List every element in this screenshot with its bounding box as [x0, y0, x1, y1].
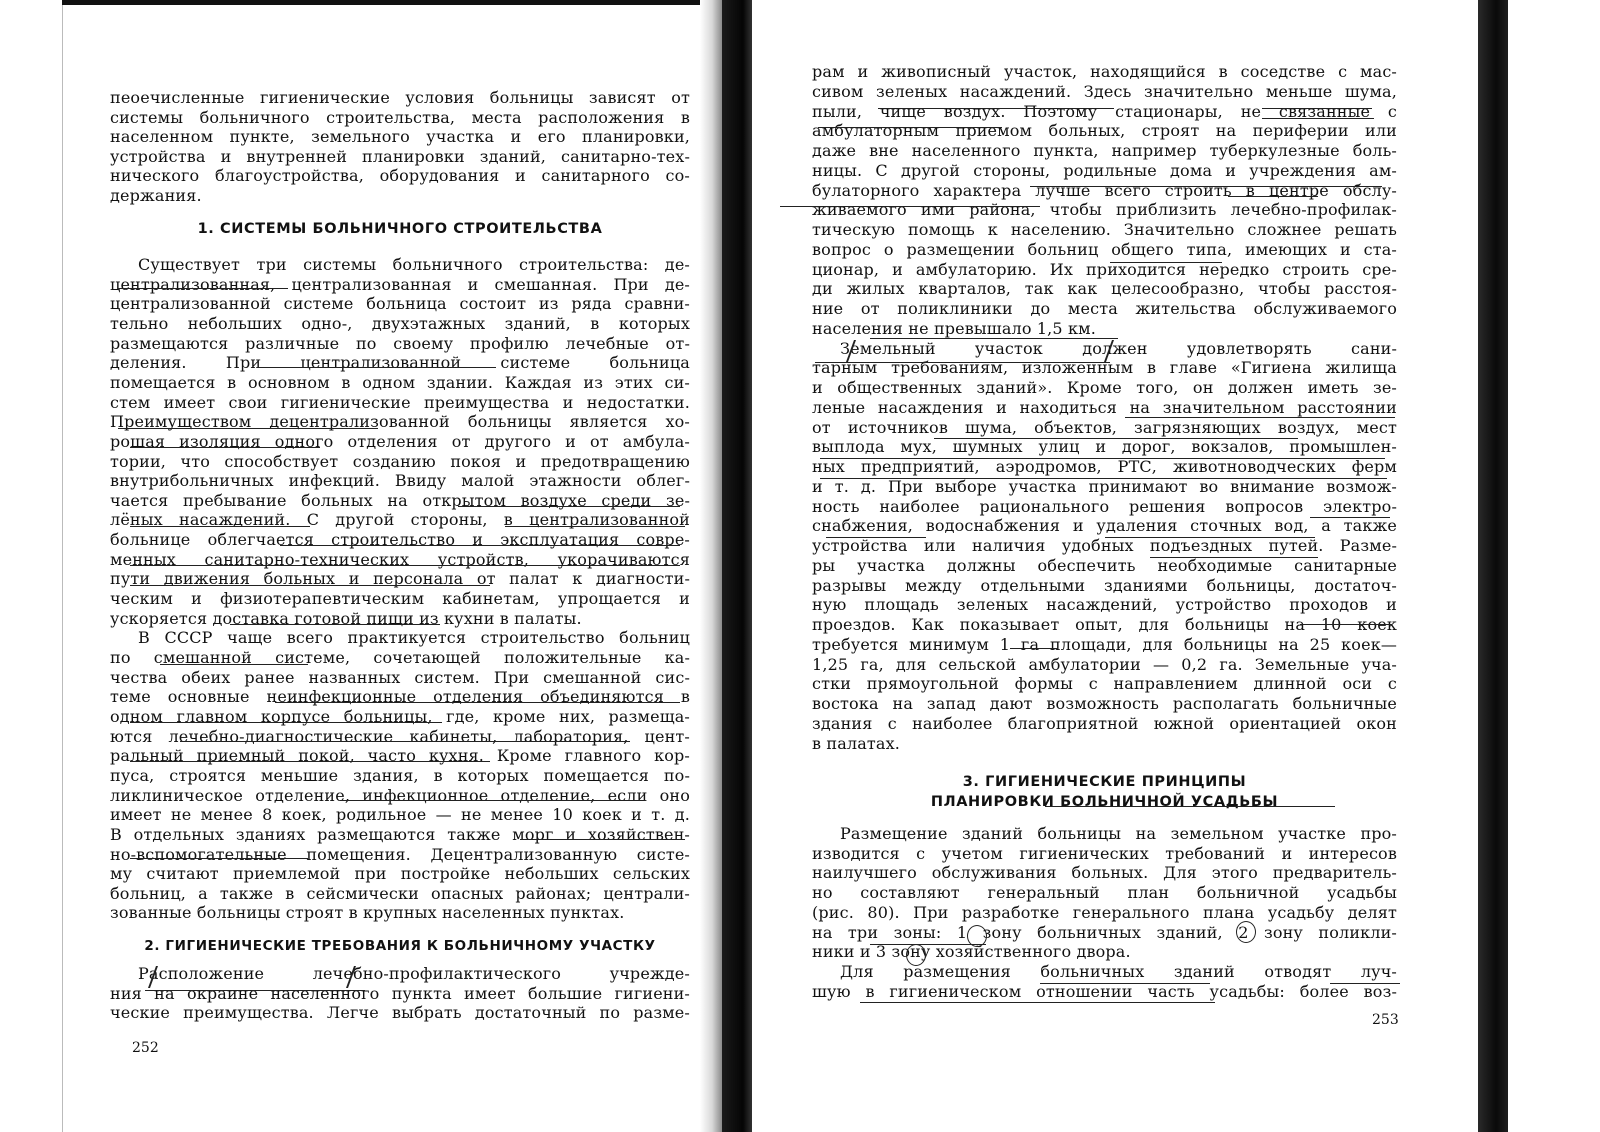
text-line: в палатах.: [812, 733, 900, 753]
underline-mark: [1030, 186, 1382, 187]
underline-mark: [340, 800, 645, 801]
text-line: по смешанной системе, сочетающей положительные ка-: [110, 648, 690, 667]
underline-mark: [1010, 648, 1058, 649]
underline-mark: [160, 664, 308, 665]
book-gutter: [722, 0, 752, 1132]
underline-mark: [1040, 983, 1210, 984]
text-line: централизованная, централизованная и смешанная. При де-: [110, 274, 690, 294]
text-line: ность наиболее рационального решения вопросов электро-: [812, 496, 1397, 516]
text-line: тории, что способствует созданию покоя и предотвращению: [110, 451, 690, 471]
underline-mark: [275, 702, 680, 703]
text-line: размещаются различные по своему профилю лечебные от-: [110, 333, 690, 353]
section-3-title-line2: ПЛАНИРОВКИ БОЛЬНИЧНОЙ УСАДЬБЫ: [930, 794, 1279, 810]
underline-mark: [258, 367, 496, 368]
text-line: Земельный участок должен удовлетворять сани-: [840, 338, 1397, 358]
underline-mark: [118, 288, 288, 289]
text-line: снабжения, водоснабжения и удаления сточных вод, а также: [812, 516, 1397, 536]
underline-mark: [130, 585, 490, 586]
page-number-left: 252: [132, 1040, 159, 1056]
underline-mark: [130, 761, 490, 762]
text-line: му считают приемлемой при постройке небольших сельских: [110, 864, 690, 884]
text-line: нического благоустройства, оборудования и санитарного со-: [110, 166, 690, 186]
underline-mark: [1228, 196, 1318, 197]
underline-mark: [1330, 983, 1400, 984]
text-line: Расположение лечебно-профилактического учрежде-: [138, 964, 690, 983]
text-line: 1,25 га, для сельской амбулатории — 0,2 га. Земельные уча-: [812, 654, 1397, 674]
text-line: пути движения больных и персонала от палат к диагности-: [110, 569, 690, 589]
underline-mark: [860, 1002, 1215, 1003]
text-line: менных санитарно-технических устройств, укорачиваются: [110, 549, 690, 569]
text-line: востока на запад дают возможность располагать больничные: [812, 694, 1397, 713]
underline-mark: [130, 722, 442, 723]
text-line: ются лечебно-диагностические кабинеты, лаборатория, цент-: [110, 726, 690, 746]
underline-mark: [934, 438, 1298, 439]
text-line: тельно небольших одно-, двухэтажных зданий, в которых: [110, 313, 690, 333]
section-3-title-line1: 3. ГИГИЕНИЧЕСКИЕ ПРИНЦИПЫ: [962, 774, 1247, 790]
text-line: амбулаторным приемом больных, строят на периферии или: [812, 121, 1397, 141]
text-line: населенном пункте, земельного участка и его планировки,: [110, 127, 690, 147]
scan-top-edge: [62, 0, 717, 5]
text-line: помещается в основном в одном здании. Каждая из этих си-: [110, 372, 690, 392]
section-2-title: 2. ГИГИЕНИЧЕСКИЕ ТРЕБОВАНИЯ К БОЛЬНИЧНОМУ УЧАСТКУ: [144, 938, 656, 954]
underline-mark: [826, 537, 926, 538]
underline-mark: [1125, 417, 1395, 418]
text-line: требуется минимум 1 га площади, для больницы на 25 коек—: [812, 634, 1397, 654]
text-line: вопрос о размещении больниц общего типа, имеющих и ста-: [812, 239, 1397, 259]
text-line: леные насаждения и находиться на значительном расстоянии: [812, 397, 1397, 417]
underline-mark: [820, 458, 1385, 459]
text-line: но-вспомогательные помещения. Децентрализованную систе-: [110, 844, 690, 864]
text-line: ных предприятий, аэродромов, РТС, животноводческих ферм: [812, 457, 1397, 476]
text-line: больнице облегчается строительство и эксплуатация совре-: [110, 530, 690, 550]
page-number-right: 253: [1372, 1012, 1399, 1028]
scan-right-edge: [1478, 0, 1508, 1132]
underline-mark: [1262, 118, 1374, 119]
circled-number-2: [1236, 921, 1256, 943]
underline-mark: [280, 545, 680, 546]
underline-mark: [118, 428, 378, 429]
text-line: пуса, строятся меньшие здания, в которых помещается по-: [110, 765, 690, 785]
underline-mark: [145, 990, 365, 991]
underline-mark: [130, 858, 308, 859]
text-line: лёных насаждений. С другой стороны, в централизованной: [110, 510, 690, 530]
text-line: одном главном корпусе больницы, где, кроме них, размеща-: [110, 706, 690, 726]
text-line: теме основные неинфекционные отделения объединяются в: [110, 687, 690, 707]
text-line: булаторного характера лучше всего строить в центре обслу-: [812, 180, 1397, 200]
text-line: централизованной системе больница состоит из ряда сравни-: [110, 294, 690, 314]
text-line: ницы. С другой стороны, родильные дома и учреждения ам-: [812, 160, 1397, 180]
text-line: рам и живописный участок, находящийся в соседстве с мас-: [812, 62, 1397, 81]
text-line: В СССР чаще всего практикуется строительство больниц: [138, 628, 690, 648]
underline-mark: [505, 526, 685, 527]
text-line: Для размещения больничных зданий отводят луч-: [840, 961, 1397, 981]
underline-mark: [780, 206, 1040, 207]
text-line: внутрибольничных инфекций. Ввиду малой этажности облег-: [110, 471, 690, 491]
text-line: больниц, а также в сейсмически опасных районах; централи-: [110, 883, 690, 903]
text-line: и т. д. При выборе участка принимают во внимание возмож-: [812, 476, 1397, 496]
text-line: здания с наиболее благоприятной южной ориентацией окон: [812, 713, 1397, 733]
underline-mark: [1045, 806, 1335, 807]
text-line: ческим и физиотерапевтическим кабинетам, упрощается и: [110, 589, 690, 609]
underline-mark: [1110, 262, 1222, 263]
underline-mark: [878, 108, 1114, 109]
text-line: разрывы между отдельными зданиями больницы, достаточ-: [812, 575, 1397, 595]
text-line: от источников шума, объектов, загрязняющих воздух, мест: [812, 417, 1397, 437]
text-line: выплода мух, шумных улиц и дорог, вокзалов, промышлен-: [812, 437, 1397, 457]
text-line: но составляют генеральный план больничной усадьбы: [812, 883, 1397, 903]
text-line: ники и 3 зону хозяйственного двора.: [812, 942, 1131, 962]
underline-mark: [180, 741, 630, 742]
text-line: Преимуществом децентрализованной больницы является хо-: [110, 412, 690, 432]
text-line: устройства или наличия удобных подъездных путей. Разме-: [812, 536, 1397, 555]
scan-left-edge: [62, 0, 63, 1132]
text-line: деления. При централизованной системе больница: [110, 353, 690, 373]
text-line: ры участка должны обеспечить необходимые санитарные: [812, 555, 1397, 575]
text-line: ликлиническое отделение, инфекционное отделение, если оно: [110, 785, 690, 805]
text-line: пыли, чище воздух. Поэтому стационары, не связанные с: [812, 101, 1397, 121]
text-line: тарным требованиям, изложенным в главе «Гигиена жилища: [812, 358, 1397, 378]
text-line: проездов. Как показывает опыт, для больницы на 10 коек: [812, 615, 1397, 634]
text-line: ние от поликлиники до места жительства обслуживаемого: [812, 299, 1397, 318]
underline-mark: [130, 447, 320, 448]
text-line: на три зоны: 1 зону больничных зданий, 2 зону поликли-: [812, 922, 1397, 942]
underline-mark: [870, 944, 986, 945]
underline-mark: [870, 338, 1118, 339]
text-line: живаемого ими района, чтобы приблизить лечебно-профилак-: [812, 200, 1397, 220]
underline-mark: [230, 624, 440, 625]
section-1-title: 1. СИСТЕМЫ БОЛЬНИЧНОГО СТРОИТЕЛЬСТВА: [197, 221, 603, 237]
text-line: изводится с учетом гигиенических требований и интересов: [812, 843, 1397, 863]
underline-mark: [1310, 517, 1390, 518]
text-line: пеоечисленные гигиенические условия больницы зависят от: [110, 88, 690, 107]
underline-mark: [1150, 557, 1318, 558]
text-line: стки прямоугольной формы с направлением длинной оси с: [812, 674, 1397, 694]
text-line: держания.: [110, 186, 202, 205]
text-line: шую в гигиеническом отношении часть усадьбы: более воз-: [812, 981, 1397, 1001]
underline-mark: [820, 478, 1387, 479]
text-line: сивом зеленых насаждений. Здесь значительно меньше шума,: [812, 81, 1397, 101]
text-line: зованные больницы строят в крупных населенных пунктах.: [110, 903, 625, 923]
underline-mark: [1262, 108, 1372, 109]
text-line: В отдельных зданиях размещаются также морг и хозяйствен-: [110, 824, 690, 844]
text-line: ускоряется доставка готовой пищи из кухни в палаты.: [110, 608, 582, 628]
text-line: ральный приемный покой, часто кухня. Кроме главного кор-: [110, 746, 690, 766]
text-line: наилучшего обслуживания больных. Для этого предваритель-: [812, 863, 1397, 883]
text-line: ния на окраине населенного пункта имеет большие гигиени-: [110, 983, 690, 1003]
underline-mark: [130, 565, 680, 566]
book-gutter-shadow: [700, 0, 722, 1132]
text-line: (рис. 80). При разработке генерального плана усадьбу делят: [812, 902, 1397, 922]
text-line: Существует три системы больничного строительства: де-: [138, 255, 690, 274]
underline-mark: [520, 839, 685, 840]
text-line: чается пребывание больных на открытом воздухе среди зе-: [110, 490, 690, 510]
text-line: ную площадь зеленых насаждений, устройство проходов и: [812, 595, 1397, 615]
text-line: населения не превышало 1,5 км.: [812, 318, 1096, 338]
scan-right-margin: [1508, 0, 1600, 1132]
text-line: и общественных зданий». Кроме того, он должен иметь зе-: [812, 378, 1397, 397]
text-line: чества обеих ранее названных систем. При смешанной сис-: [110, 667, 690, 687]
underline-mark: [130, 526, 310, 527]
underline-mark: [1300, 624, 1392, 625]
text-line: устройства и внутренней планировки зданий, санитарно-тех-: [110, 146, 690, 166]
underline-mark: [818, 127, 1002, 128]
text-line: системы больничного строительства, места расположения в: [110, 107, 690, 127]
text-line: имеет не менее 8 коек, родильное — не менее 10 коек и т. д.: [110, 805, 690, 825]
text-line: рошая изоляция одного отделения от другого и от амбула-: [110, 431, 690, 451]
text-line: ционар, и амбулаторию. Их приходится нередко строить сре-: [812, 259, 1397, 279]
text-line: даже вне населенного пункта, например туберкулезные боль-: [812, 141, 1397, 160]
text-line: стем имеет свои гигиенические преимущества и недостатки.: [110, 392, 690, 412]
underline-mark: [1105, 537, 1315, 538]
underline-mark: [815, 362, 1110, 363]
circled-number-3: [906, 944, 926, 966]
circled-number-1: [967, 925, 987, 947]
text-line: тическую помощь к населению. Значительно сложнее решать: [812, 220, 1397, 239]
underline-mark: [458, 506, 680, 507]
text-line: ди жилых кварталов, так как целесообразно, чтобы расстоя-: [812, 279, 1397, 299]
text-line: ческие преимущества. Легче выбрать достаточный по разме-: [110, 1003, 690, 1023]
text-line: Размещение зданий больницы на земельном участке про-: [840, 824, 1397, 843]
